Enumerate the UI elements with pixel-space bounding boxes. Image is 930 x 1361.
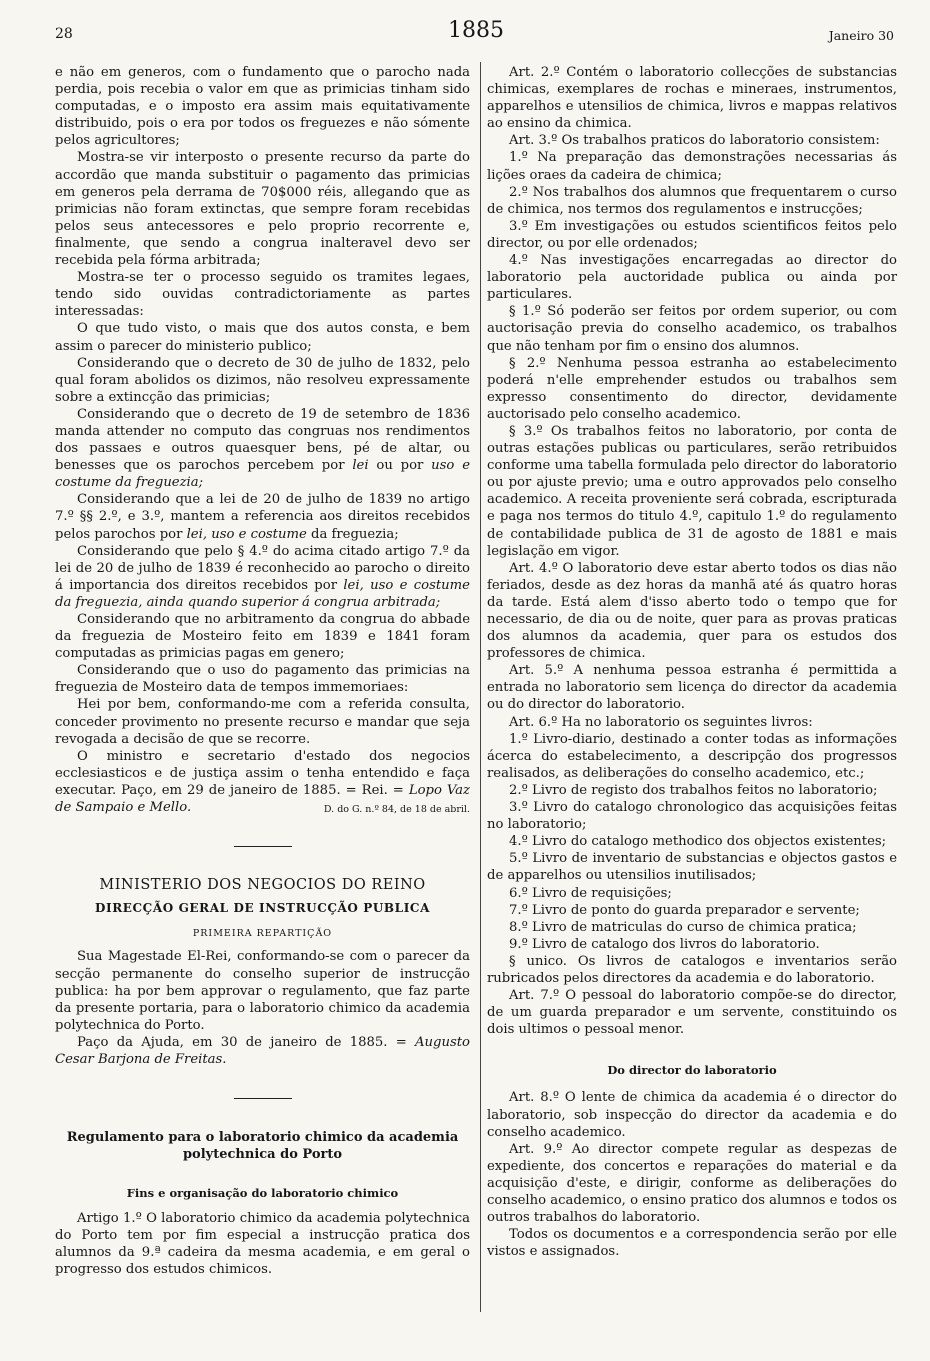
list-item: 3.º Em investigações ou estudos scientificos feitos pelo director, ou por elle ordenados; — [487, 218, 897, 251]
directorate-heading: DIRECÇÃO GERAL DE INSTRUCÇÃO PUBLICA — [94, 901, 430, 916]
text: da freguezia; — [311, 526, 399, 542]
paragraph: Art. 9.º Ao director compete regular as despezas de expediente, dos concertos e reparações do material e da acquisição d'este, e dirigir, conforme as deliberações do conselho academico, o ensino pratico dos alumnos e todos os outros trabalhos do laboratorio. — [487, 1141, 897, 1226]
list-item: 6.º Livro de requisições; — [509, 885, 672, 901]
list-item: 2.º Nos trabalhos dos alumnos que frequentarem o curso de chimica, nos termos dos regulamentos e instrucções; — [487, 184, 897, 217]
page-date: Janeiro 30 — [828, 28, 894, 43]
paragraph: Art. 3.º Os trabalhos praticos do laboratorio consistem: — [509, 133, 880, 149]
department-heading: PRIMEIRA REPARTIÇÃO — [192, 928, 333, 940]
emphasis: lei — [352, 458, 369, 474]
regulation-title: Regulamento para o laboratorio chimico da academia polytechnica do Porto — [66, 1130, 459, 1163]
section-heading: Do director do laboratorio — [607, 1063, 777, 1078]
emphasis: lei, uso e costume — [186, 526, 307, 542]
list-item: 3.º Livro do catalogo chronologico das acquisições feitas no laboratorio; — [487, 800, 897, 833]
paragraph: Mostra-se vir interposto o presente recurso da parte do accordão que manda substituir o pagamento das primicias em generos pela derrama de 70$000 réis, allegando que as primicias não foram extinctas, que sempre foram recebidas pelos seus antecessores e pelo proprio recorrente e, finalmente, que sendo a congrua inalteravel devo ser recebida pela fórma arbitrada; — [55, 150, 470, 269]
paragraph: § unico. Os livros de catalogos e inventarios serão rubricados pelos directores da academia e do laboratorio. — [487, 953, 897, 986]
page-year: 1885 — [448, 18, 504, 43]
emphasis: lei, uso e costume da freguezia, ainda quando superior á congrua arbitrada; — [55, 577, 470, 610]
paragraph: Todos os documentos e a correspondencia serão por elle vistos e assignados. — [487, 1227, 897, 1260]
text: Considerando que a lei de 20 de julho de 1839 no artigo 7.º §§ 2.º, e 3.º, mantem a referencia aos direitos recebidos pelos parochos por — [55, 492, 470, 542]
list-item: 8.º Livro de matriculas do curso de chimica pratica; — [509, 919, 857, 935]
text: O ministro e secretario d'estado dos negocios ecclesiasticos e de justiça assim o tenha entendido e faça executar. Paço, em 29 de janeiro de 1885. = Rei. = — [55, 748, 470, 798]
signature: Augusto Cesar Barjona de Freitas. — [55, 1034, 470, 1067]
paragraph: Art. 5.º A nenhuma pessoa estranha é permittida a entrada no laboratorio sem licença do director da academia ou do director do laboratorio. — [487, 663, 897, 713]
paragraph — [55, 491, 470, 542]
text: ou por — [376, 458, 424, 474]
paragraph: Art. 8.º O lente de chimica da academia é o director do laboratorio, sob inspecção do director da academia e do conselho academico. — [487, 1090, 897, 1140]
paragraph: § 1.º Só poderão ser feitos por ordem superior, ou com auctorisação previa do conselho academico, os trabalhos que não tenham por fim o ensino dos alumnos. — [487, 304, 897, 354]
column-divider — [480, 62, 481, 1312]
left-column — [55, 64, 470, 1279]
page-header — [50, 18, 902, 58]
list-item: 2.º Livro de registo dos trabalhos feitos no laboratorio; — [509, 782, 878, 798]
paragraph: § 2.º Nenhuma pessoa estranha ao estabelecimento poderá n'elle emprehender estudos ou trabalhos sem expresso consentimento do director, devidamente auctorisado pelo conselho academico. — [487, 355, 897, 422]
paragraph: Art. 6.º Ha no laboratorio os seguintes livros: — [509, 714, 813, 730]
paragraph: Sua Magestade El-Rei, conformando-se com o parecer da secção permanente do conselho superior de instrucção publica: ha por bem approvar o regulamento, que faz parte da presente portaria, para o laboratorio chimico da academia polytechnica do Porto. — [55, 949, 470, 1033]
ministry-heading: MINISTERIO DOS NEGOCIOS DO REINO — [99, 877, 426, 894]
paragraph: Considerando que no arbitramento da congrua do abbade da freguezia de Mosteiro feito em 1839 e 1841 foram computadas as primicias pagas em genero; — [55, 612, 470, 662]
paragraph: Hei por bem, conformando-me com a referida consulta, conceder provimento no presente recurso e mandar que seja revogada a decisão de que se recorre. — [55, 697, 470, 747]
list-item: 1.º Na preparação das demonstrações necessarias ás lições oraes da cadeira de chimica; — [487, 150, 897, 183]
paragraph: Art. 2.º Contém o laboratorio collecções de substancias chimicas, exemplares de rochas e mineraes, instrumentos, apparelhos e utensilios de chimica, livros e mappas relativos ao ensino da chimica. — [487, 65, 897, 132]
paragraph — [55, 1034, 470, 1068]
list-item: 7.º Livro de ponto do guarda preparador e servente; — [509, 902, 860, 918]
source-citation: D. do G. n.º 84, de 18 de abril. — [323, 804, 470, 816]
paragraph — [55, 406, 470, 491]
paragraph: Considerando que o uso do pagamento das primicias na freguezia de Mosteiro data de tempos immemoriaes: — [55, 663, 470, 696]
emphasis: uso e costume da freguezia; — [55, 458, 470, 491]
signature: Lopo Vaz de Sampaio e Mello. — [55, 782, 470, 816]
paragraph: Artigo 1.º O laboratorio chimico da academia polytechnica do Porto tem por fim especial a instrucção pratica dos alumnos da 9.ª cadeira da mesma academia, e em geral o progresso dos estudos chimicos. — [55, 1211, 470, 1278]
section-separator — [234, 846, 292, 847]
paragraph: Considerando que o decreto de 30 de julho de 1832, pelo qual foram abolidos os dizimos, não resolveu expressamente sobre a extincção das primicias; — [55, 355, 470, 405]
paragraph — [55, 543, 470, 611]
list-item: 1.º Livro-diario, destinado a conter todas as informações ácerca do estabelecimento, a descripção dos progressos realisados, as deliberações do conselho academico, etc.; — [487, 731, 897, 781]
paragraph: e não em generos, com o fundamento que o parocho nada perdia, pois recebia o valor em que as primicias tinham sido computadas, e o imposto era assim mais equitativamente distribuido, pois o era por todos os freguezes e não sómente pelos agricultores; — [55, 65, 470, 149]
paragraph: O que tudo visto, o mais que dos autos consta, e bem assim o parecer do ministerio publico; — [55, 321, 470, 354]
paragraph — [55, 748, 470, 816]
list-item: 4.º Livro do catalogo methodico dos objectos existentes; — [509, 834, 887, 850]
text: Considerando que pelo § 4.º do acima citado artigo 7.º da lei de 20 de julho de 1839 é reconhecido ao parocho o direito á importancia dos direitos recebidos por — [55, 543, 470, 593]
paragraph: § 3.º Os trabalhos feitos no laboratorio, por conta de outras estações publicas ou particulares, serão retribuidos conforme uma tabella formulada pelo director do laboratorio ou por ajuste previo; uma e outro approvados pelo conselho academico. A receita proveniente será cobrada, escripturada e paga nos termos do titulo 4.º, capitulo 1.º do regulamento de contabilidade publica de 31 de agosto de 1881 e mais legislação em vigor. — [487, 423, 897, 559]
paragraph: Art. 7.º O pessoal do laboratorio compõe-se do director, de um guarda preparador e um servente, constituindo os dois ultimos o pessoal menor. — [487, 988, 897, 1038]
right-column — [487, 64, 897, 1260]
page-number: 28 — [55, 26, 73, 42]
list-item: 5.º Livro de inventario de substancias e objectos gastos e de apparelhos ou utensilios inutilisados; — [487, 851, 897, 884]
paragraph: Art. 4.º O laboratorio deve estar aberto todos os dias não feriados, desde as dez horas da manhã até ás quatro horas da tarde. Está alem d'isso aberto todo o tempo que for necessario, de dia ou de noite, quer para as provas praticas dos alumnos da academia, quer para os estudos dos professores de chimica. — [487, 560, 897, 662]
text: Considerando que o decreto de 19 de setembro de 1836 manda attender no computo das congruas nos rendimentos dos passaes e outros quaesquer bens, pé de altar, ou benesses que os parochos percebem por — [55, 406, 470, 474]
paragraph: Mostra-se ter o processo seguido os tramites legaes, tendo sido ouvidas contradictoriamente as partes interessadas: — [55, 270, 470, 320]
list-item: 4.º Nas investigações encarregadas ao director do laboratorio pela auctoridade publica ou ainda por particulares. — [487, 253, 897, 303]
section-heading: Fins e organisação do laboratorio chimico — [126, 1186, 399, 1201]
text: Paço da Ajuda, em 30 de janeiro de 1885. = — [77, 1034, 407, 1050]
list-item: 9.º Livro de catalogo dos livros do laboratorio. — [509, 936, 820, 952]
section-separator — [234, 1098, 292, 1099]
